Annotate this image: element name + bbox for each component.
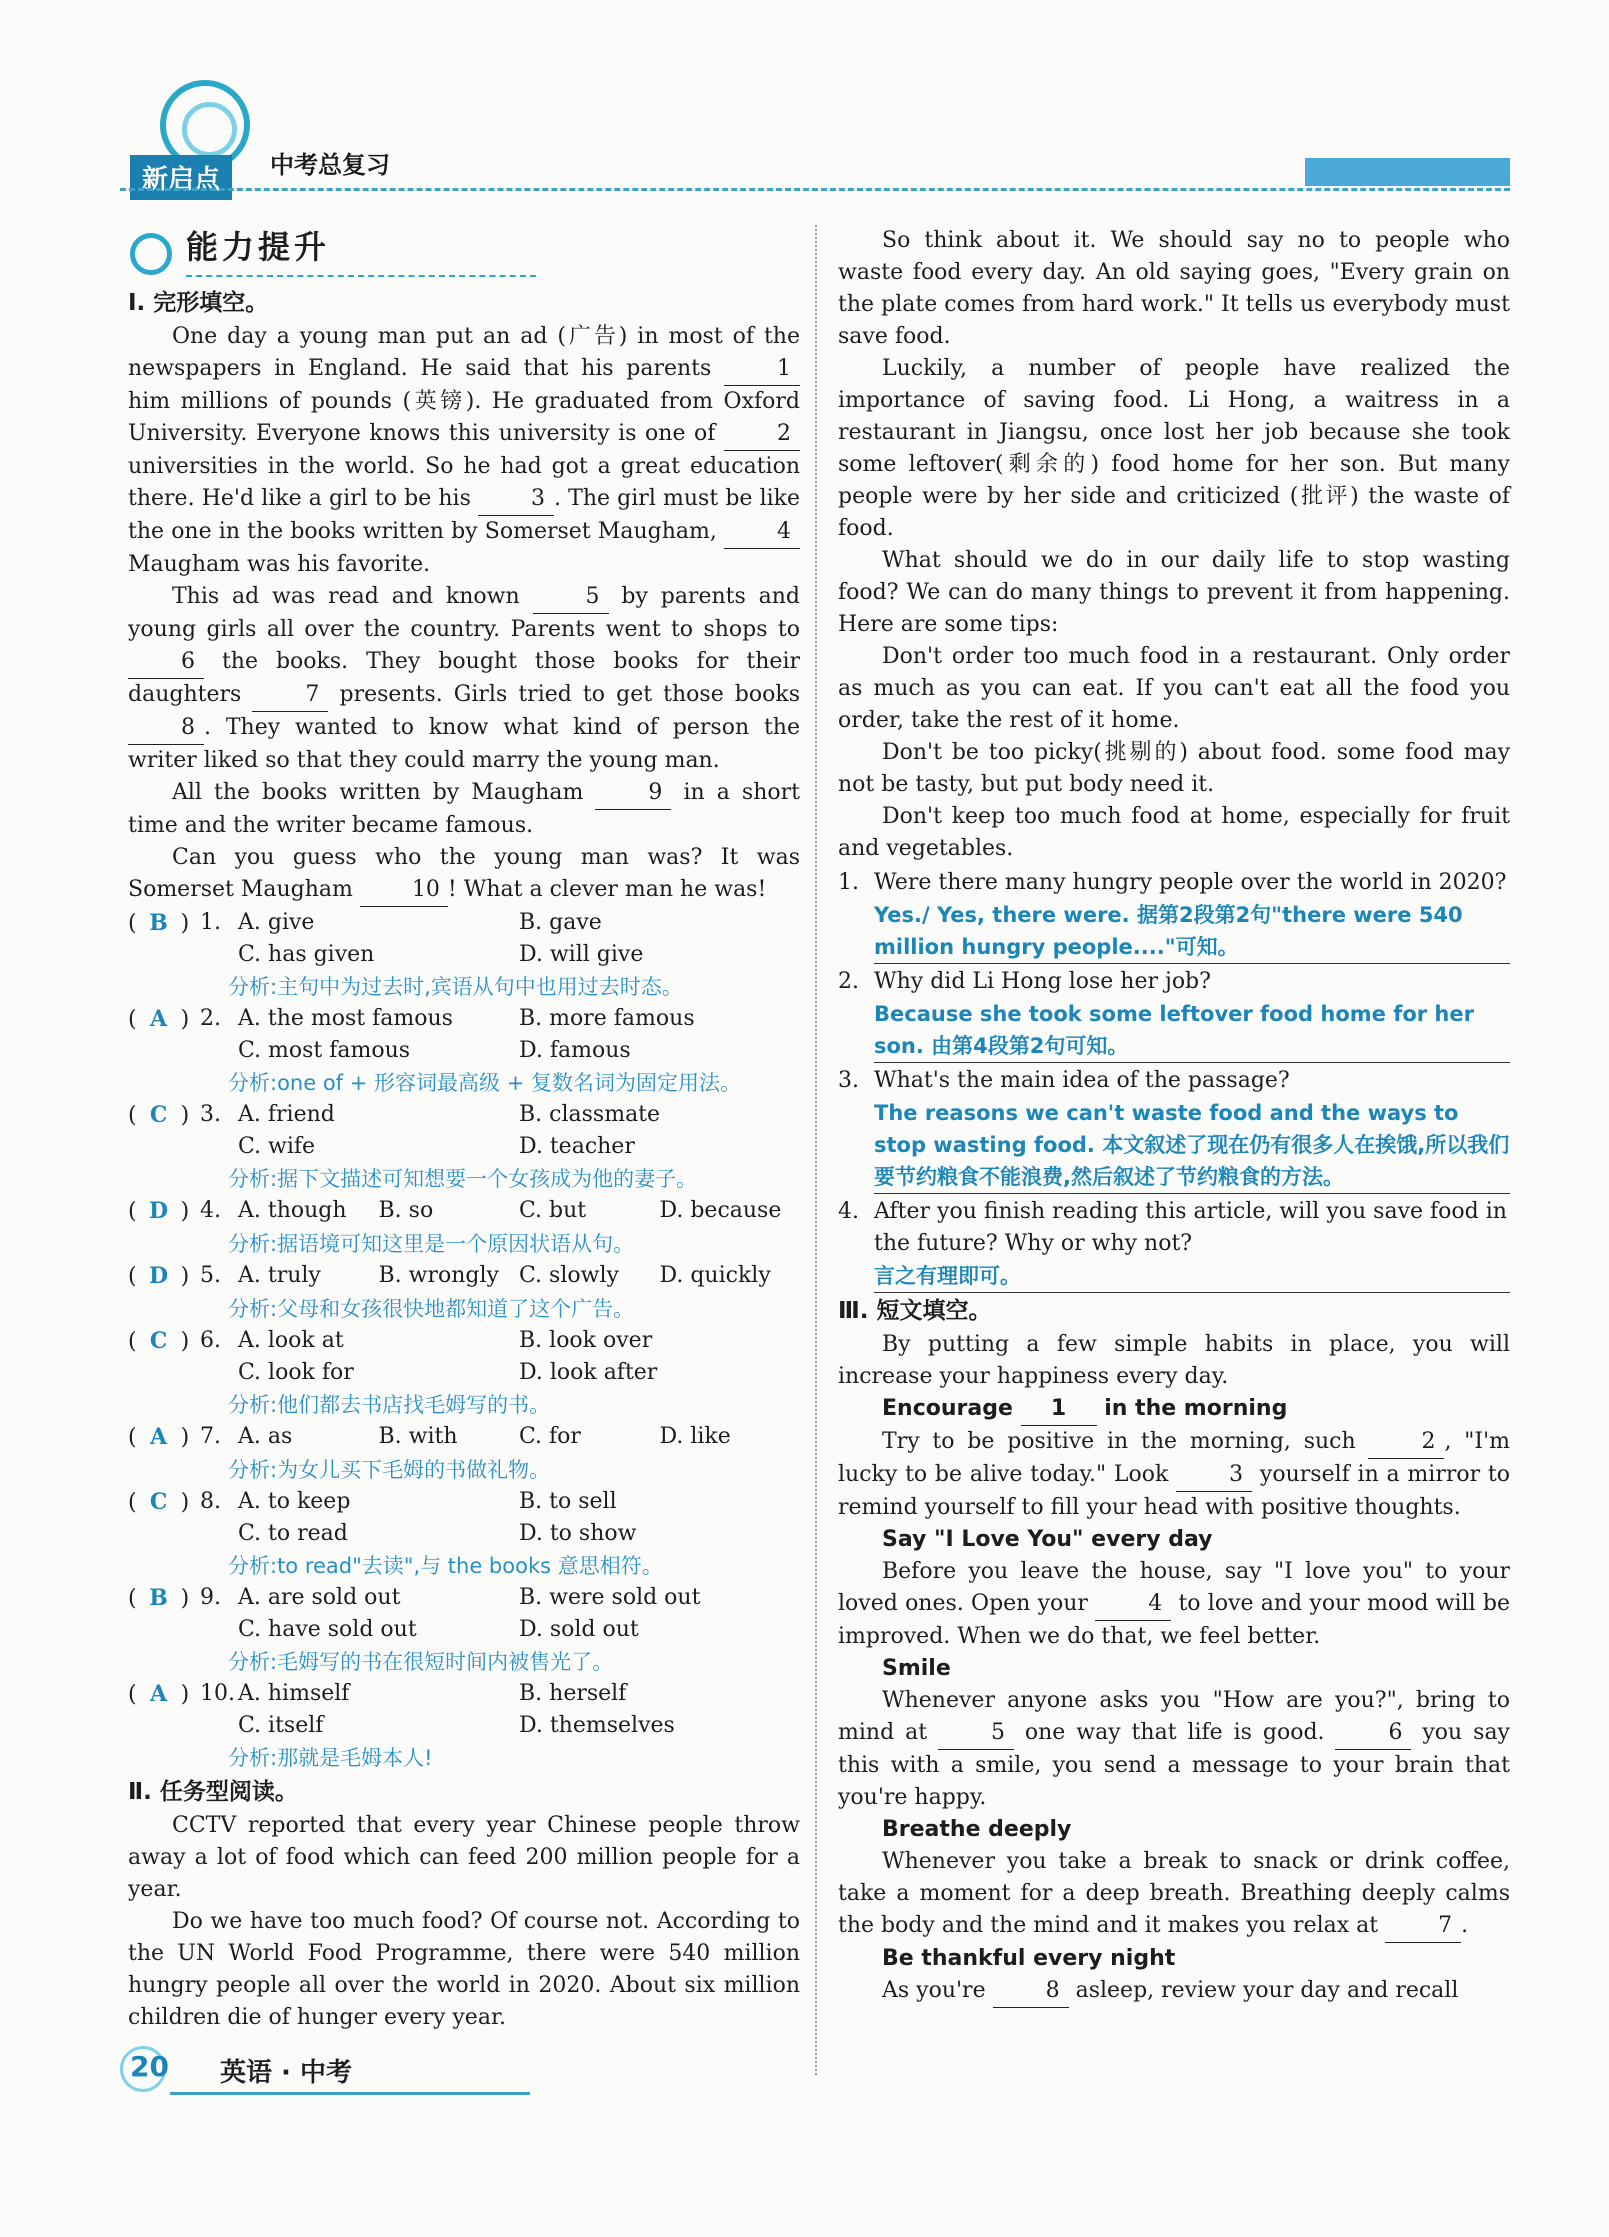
- reading-question: [838, 966, 1510, 1063]
- option[interactable]: A. the most famous: [238, 1006, 453, 1031]
- question-number: 6.: [200, 1328, 221, 1353]
- reading-paragraph-8: Don't keep too much food at home, especially for fruit and vegetables.: [838, 804, 1510, 861]
- analysis-note: 分析:据下文描述可知想要一个女孩成为他的妻子。: [228, 1167, 698, 1191]
- option[interactable]: D. themselves: [519, 1713, 675, 1738]
- header-accent-bar: [1305, 158, 1510, 186]
- brand-label: 新启点: [130, 155, 232, 200]
- cloze-question: [128, 1003, 800, 1099]
- option[interactable]: B. were sold out: [519, 1585, 701, 1610]
- fill-heading-2: Say "I Love You" every day: [882, 1527, 1213, 1552]
- option[interactable]: B. look over: [519, 1328, 653, 1353]
- answer-letter: A: [150, 1681, 168, 1707]
- reading-question-list: [838, 867, 1510, 1293]
- answer-letter: C: [149, 1489, 168, 1515]
- option[interactable]: B. gave: [519, 910, 602, 935]
- cloze-paragraph-1: One day a young man put an ad (广告) in most of the newspapers in England. He said that his parents 1 him millions of pounds (英镑). He graduated from Oxford University. Everyone knows this university is one of 2 universities in the world. So he had got a great education there. He'd like a girl to be his 3 . The girl must be like the one in the books written by Somerset Maugham, 4 Maugham was his favorite.: [128, 324, 800, 577]
- reading-paragraph-6: Don't order too much food in a restaurant. Only order as much as you can eat. If you can't eat all the food you order, take the rest of it home.: [838, 644, 1510, 733]
- analysis-note: 分析:那就是毛姆本人!: [228, 1746, 433, 1770]
- question-number: 2.: [838, 969, 859, 994]
- cloze-question: [128, 1582, 800, 1678]
- fill-heading-1: Encourage 1 in the morning: [882, 1393, 1510, 1426]
- answer-bracket: ( A ): [128, 1678, 200, 1742]
- page-header: [120, 80, 1510, 195]
- option[interactable]: A. friend: [238, 1102, 335, 1127]
- question-number: 2.: [200, 1006, 221, 1031]
- fill-blank-7[interactable]: 7: [1385, 1910, 1461, 1943]
- answer-letter: D: [149, 1198, 169, 1224]
- option[interactable]: D. teacher: [519, 1134, 635, 1159]
- blank-9[interactable]: 9: [595, 777, 671, 810]
- fill-heading-3: Smile: [882, 1656, 951, 1681]
- reading-paragraph-7: Don't be too picky(挑剔的) about food. some food may not be tasty, but put body need it.: [838, 740, 1510, 797]
- option[interactable]: A. look at: [238, 1328, 344, 1353]
- section-heading: [128, 225, 800, 283]
- option[interactable]: C. itself: [238, 1713, 324, 1738]
- page-number: 20: [130, 2050, 169, 2083]
- option[interactable]: D. will give: [519, 942, 644, 967]
- fill-paragraph-1: Try to be positive in the morning, such 2 , "I'm lucky to be alive today." Look 3 yourself in a mirror to remind yourself to fill your head with positive thoughts.: [838, 1426, 1510, 1524]
- analysis-note: 分析:to read"去读",与 the books 意思相符。: [228, 1554, 663, 1578]
- answer-bracket: ( C ): [128, 1325, 200, 1389]
- cloze-question: [128, 1421, 800, 1486]
- option[interactable]: B. to sell: [519, 1489, 617, 1514]
- option[interactable]: A. truly: [238, 1263, 321, 1288]
- answer-letter: C: [149, 1328, 168, 1354]
- blank-5[interactable]: 5: [533, 581, 609, 614]
- option[interactable]: C. slowly: [519, 1263, 619, 1288]
- logo-inner-ring-icon: [182, 102, 237, 157]
- question-text: Why did Li Hong lose her job?: [874, 969, 1211, 994]
- blank-6[interactable]: 6: [128, 646, 204, 679]
- option[interactable]: C. wife: [238, 1134, 316, 1159]
- option[interactable]: D. to show: [519, 1521, 637, 1546]
- header-subtitle: 中考总复习: [270, 151, 390, 179]
- cloze-question: [128, 1678, 800, 1774]
- reading-paragraph-5: What should we do in our daily life to stop wasting food? We can do many things to prevent it from happening. Here are some tips:: [838, 548, 1510, 637]
- blank-3[interactable]: 3: [478, 483, 554, 516]
- fill-blank-6[interactable]: 6: [1335, 1717, 1411, 1750]
- section-underline: [186, 275, 536, 277]
- option[interactable]: D. famous: [519, 1038, 631, 1063]
- option[interactable]: A. to keep: [238, 1489, 351, 1514]
- reading-paragraph-1: CCTV reported that every year Chinese people throw away a lot of food which can feed 200 million people for a year.: [128, 1813, 800, 1902]
- answer-line[interactable]: 言之有理即可。: [874, 1260, 1510, 1293]
- blank-1[interactable]: 1: [724, 353, 800, 386]
- question-number: 7.: [200, 1424, 221, 1449]
- section-ring-icon: [130, 233, 172, 275]
- blank-7[interactable]: 7: [252, 679, 328, 712]
- option[interactable]: D. because: [659, 1198, 782, 1223]
- analysis-note: 分析:他们都去书店找毛姆写的书。: [228, 1393, 551, 1417]
- question-text: After you finish reading this article, will you save food in the future? Why or why not?: [874, 1199, 1507, 1256]
- option[interactable]: B. wrongly: [378, 1263, 499, 1288]
- option[interactable]: B. herself: [519, 1681, 627, 1706]
- analysis-note: 分析:one of + 形容词最高级 + 复数名词为固定用法。: [228, 1071, 741, 1095]
- analysis-note: 分析:主句中为过去时,宾语从句中也用过去时态。: [228, 975, 683, 999]
- reading-question: [838, 1196, 1510, 1293]
- fill-heading-5: Be thankful every night: [882, 1946, 1176, 1971]
- option[interactable]: C. look for: [238, 1360, 354, 1385]
- question-number: 3.: [838, 1068, 859, 1093]
- question-number: 4.: [200, 1198, 221, 1223]
- question-number: 1.: [838, 870, 859, 895]
- fill-blank-1[interactable]: 1: [1021, 1393, 1097, 1426]
- answer-line[interactable]: Yes./ Yes, there were. 据第2段第2句"there were 540 million hungry people...."可知。: [874, 899, 1510, 964]
- left-column: [128, 225, 800, 2034]
- footer-title: 英语 · 中考: [220, 2058, 352, 2088]
- reading-paragraph-2: Do we have too much food? Of course not. According to the UN World Food Programme, there were 540 million hungry people all over the world in 2020. About six million children die of hunger every year.: [128, 1909, 800, 2030]
- fill-paragraph-3: Whenever anyone asks you "How are you?", bring to mind at 5 one way that life is good. 6 you say this with a smile, you send a message to your brain that you're happy.: [838, 1688, 1510, 1810]
- column-divider: [815, 225, 817, 2075]
- fill-blank-2[interactable]: 2: [1368, 1426, 1444, 1459]
- answer-line[interactable]: Because she took some leftover food home for her son. 由第4段第2句可知。: [874, 998, 1510, 1063]
- blank-4[interactable]: 4: [724, 516, 800, 549]
- cloze-question: [128, 1099, 800, 1195]
- blank-8[interactable]: 8: [128, 712, 204, 745]
- option[interactable]: C. have sold out: [238, 1617, 417, 1642]
- question-text: What's the main idea of the passage?: [874, 1068, 1290, 1093]
- cloze-paragraph-2: This ad was read and known 5 by parents and young girls all over the country. Parents went to shops to 6 the books. They bought those books for their daughters 7 presents. Girls tried to get those books 8 . They wanted to know what kind of person the writer liked so that they could marry the young man.: [128, 581, 800, 777]
- cloze-paragraph-4: Can you guess who the young man was? It was Somerset Maugham 10 ! What a clever man he was!: [128, 842, 800, 907]
- option[interactable]: A. himself: [238, 1681, 350, 1706]
- reading-paragraph-3: So think about it. We should say no to people who waste food every day. An old saying goes, "Every grain on the plate comes from hard work." It tells us everybody must save food.: [838, 228, 1510, 349]
- fill-blank-5[interactable]: 5: [938, 1717, 1014, 1750]
- fill-blank-8[interactable]: 8: [993, 1975, 1069, 2008]
- answer-bracket: ( B ): [128, 1582, 200, 1646]
- right-column: [838, 225, 1510, 2008]
- answer-letter: D: [149, 1263, 169, 1289]
- answer-letter: A: [150, 1424, 168, 1450]
- question-number: 4.: [838, 1199, 859, 1224]
- cloze-question: [128, 1195, 800, 1260]
- option[interactable]: B. with: [378, 1424, 458, 1449]
- question-number: 1.: [200, 910, 221, 935]
- question-number: 8.: [200, 1489, 221, 1514]
- option[interactable]: C. most famous: [238, 1038, 411, 1063]
- analysis-note: 分析:为女儿买下毛姆的书做礼物。: [228, 1458, 551, 1482]
- reading-paragraph-4: Luckily, a number of people have realized the importance of saving food. Li Hong, a waitress in a restaurant in Jiangsu, once lost her job because she took some leftover(剩余的) food home for her son. But many people were by her side and criticized (批评) the waste of food.: [838, 356, 1510, 541]
- question-number: 10.: [200, 1681, 235, 1706]
- fill-intro: By putting a few simple habits in place, you will increase your happiness every day.: [838, 1332, 1510, 1389]
- section-title: 能力提升: [186, 228, 331, 266]
- answer-bracket: ( A ): [128, 1421, 200, 1454]
- fill-blank-4[interactable]: 4: [1095, 1588, 1171, 1621]
- answer-letter: C: [149, 1102, 168, 1128]
- page-footer: [120, 2040, 540, 2110]
- analysis-note: 分析:毛姆写的书在很短时间内被售光了。: [228, 1650, 614, 1674]
- option[interactable]: D. quickly: [659, 1263, 771, 1288]
- answer-line[interactable]: The reasons we can't waste food and the ways to stop wasting food. 本文叙述了现在仍有很多人在挨饿,所以我们要节约粮食不能浪费,然后叙述了节约粮食的方法。: [874, 1097, 1510, 1194]
- cloze-question: [128, 1325, 800, 1421]
- answer-letter: A: [150, 1006, 168, 1032]
- fill-blank-3[interactable]: 3: [1176, 1459, 1252, 1492]
- fill-paragraph-5: As you're 8 asleep, review your day and recall: [838, 1975, 1510, 2008]
- option[interactable]: D. like: [659, 1424, 731, 1449]
- question-text: Were there many hungry people over the world in 2020?: [874, 870, 1507, 895]
- reading-question: [838, 1065, 1510, 1194]
- option[interactable]: C. but: [519, 1198, 587, 1223]
- part1-heading: Ⅰ. 完形填空。: [128, 290, 269, 316]
- question-number: 5.: [200, 1263, 221, 1288]
- option[interactable]: C. to read: [238, 1521, 348, 1546]
- option[interactable]: C. has given: [238, 942, 375, 967]
- option[interactable]: B. more famous: [519, 1006, 695, 1031]
- answer-bracket: ( D ): [128, 1195, 200, 1228]
- cloze-question: [128, 1260, 800, 1325]
- fill-paragraph-4: Whenever you take a break to snack or drink coffee, take a moment for a deep breath. Breathing deeply calms the body and the mind and it makes you relax at 7 .: [838, 1846, 1510, 1943]
- fill-heading-4: Breathe deeply: [882, 1817, 1072, 1842]
- option[interactable]: D. look after: [519, 1360, 658, 1385]
- answer-bracket: ( B ): [128, 907, 200, 971]
- analysis-note: 分析:父母和女孩很快地都知道了这个广告。: [228, 1297, 635, 1321]
- answer-bracket: ( A ): [128, 1003, 200, 1067]
- part3-heading: Ⅲ. 短文填空。: [838, 1298, 992, 1324]
- answer-bracket: ( D ): [128, 1260, 200, 1293]
- option[interactable]: B. so: [378, 1198, 434, 1223]
- option[interactable]: D. sold out: [519, 1617, 639, 1642]
- cloze-question: [128, 1486, 800, 1582]
- cloze-question: [128, 907, 800, 1003]
- option[interactable]: A. though: [238, 1198, 347, 1223]
- reading-question: [838, 867, 1510, 964]
- option[interactable]: A. are sold out: [238, 1585, 401, 1610]
- option[interactable]: A. give: [238, 910, 315, 935]
- option[interactable]: C. for: [519, 1424, 581, 1449]
- question-number: 3.: [200, 1102, 221, 1127]
- header-divider: [120, 188, 1510, 191]
- cloze-question-list: [128, 907, 800, 1774]
- cloze-paragraph-3: All the books written by Maugham 9 in a short time and the writer became famous.: [128, 777, 800, 842]
- option[interactable]: B. classmate: [519, 1102, 661, 1127]
- fill-paragraph-2: Before you leave the house, say "I love you" to your loved ones. Open your 4 to love and your mood will be improved. When we do that, we feel better.: [838, 1559, 1510, 1649]
- answer-bracket: ( C ): [128, 1099, 200, 1163]
- blank-10[interactable]: 10: [360, 874, 448, 907]
- answer-bracket: ( C ): [128, 1486, 200, 1550]
- footer-underline: [170, 2092, 530, 2095]
- answer-letter: B: [149, 1585, 168, 1611]
- answer-letter: B: [149, 910, 168, 936]
- blank-2[interactable]: 2: [724, 418, 800, 451]
- question-number: 9.: [200, 1585, 221, 1610]
- option[interactable]: A. as: [238, 1424, 293, 1449]
- part2-heading: Ⅱ. 任务型阅读。: [128, 1779, 298, 1805]
- analysis-note: 分析:据语境可知这里是一个原因状语从句。: [228, 1232, 635, 1256]
